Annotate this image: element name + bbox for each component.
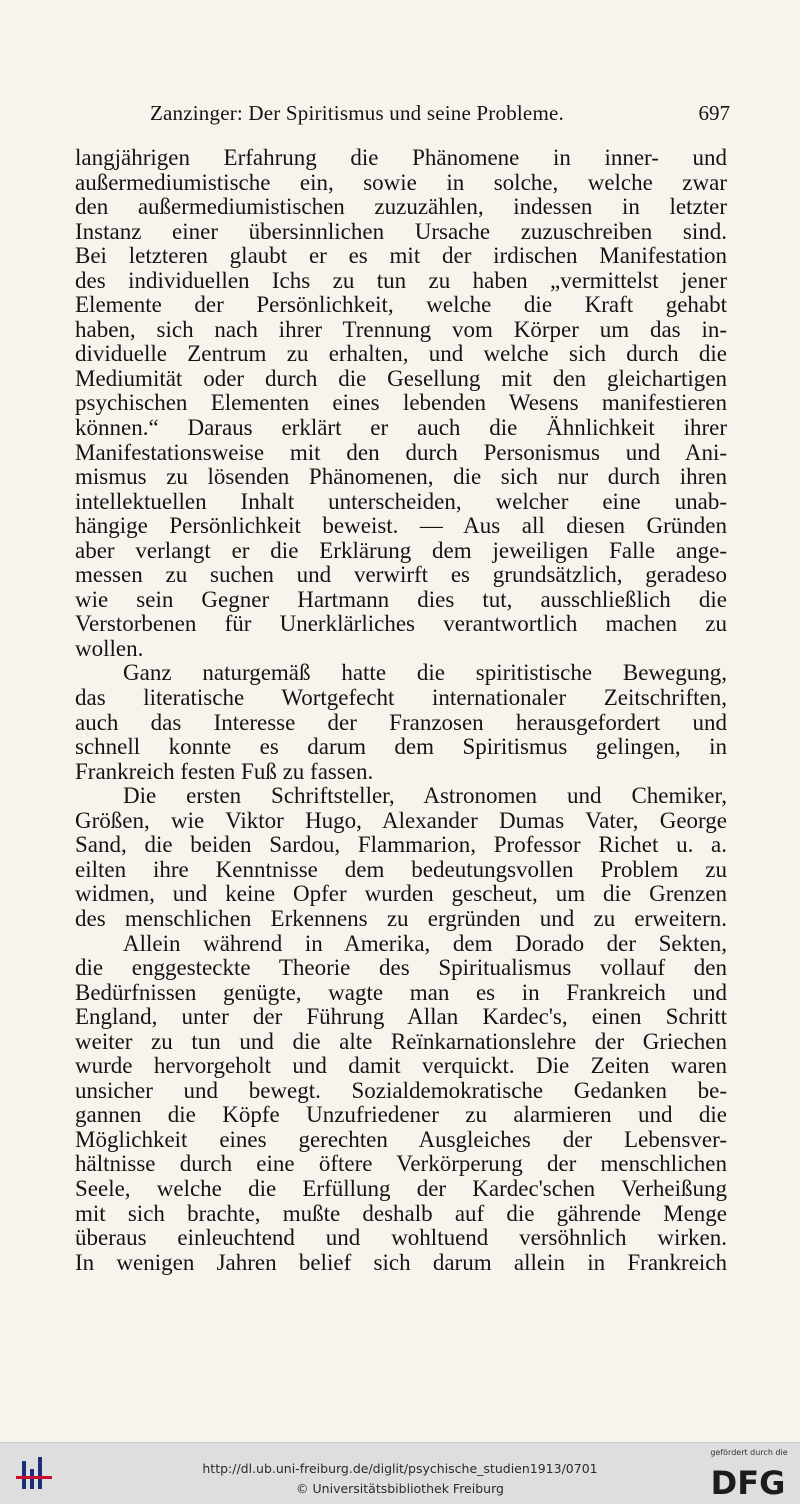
- text-line: unsicher und bewegt. Sozialdemokratische Gedanken be-: [75, 1077, 727, 1103]
- text-line: hältnisse durch eine öftere Verkörperung der menschlichen: [75, 1151, 727, 1177]
- text-line: Seele, welche die Erfüllung der Kardec'schen Verheißung: [75, 1175, 727, 1201]
- text-line: Bedürfnissen genügte, wagte man es in Frankreich und: [75, 979, 727, 1005]
- text-line: mismus zu lösenden Phänomenen, die sich nur durch ihren: [75, 464, 727, 490]
- dfg-logo: [706, 1460, 790, 1502]
- text-line: das literatische Wortgefecht internationaler Zeitschriften,: [75, 685, 727, 711]
- running-head: [150, 101, 730, 131]
- copyright-text: © Universitätsbibliothek Freiburg: [296, 1481, 504, 1496]
- text-line: den außermediumistischen zuzuzählen, indessen in letzter: [75, 194, 727, 220]
- text-line: Verstorbenen für Unerklärliches verantwortlich machen zu: [75, 611, 727, 637]
- text-line: auch das Interesse der Franzosen herausgefordert und: [75, 709, 727, 735]
- text-line: des individuellen Ichs zu tun zu haben „vermittelst jener: [75, 267, 727, 293]
- text-line: Frankreich festen Fuß zu fassen.: [75, 758, 374, 784]
- text-line: Manifestationsweise mit den durch Personismus und Ani-: [75, 439, 727, 465]
- text-line: dividuelle Zentrum zu erhalten, und welche sich durch die: [75, 341, 727, 367]
- text-line: wurde hervorgeholt und damit verquickt. Die Zeiten waren: [75, 1053, 727, 1079]
- text-line: außermediumistische ein, sowie in solche, welche zwar: [75, 169, 727, 195]
- text-line: Instanz einer übersinnlichen Ursache zuzuschreiben sind.: [75, 218, 727, 244]
- text-line: mit sich brachte, mußte deshalb auf die gährende Menge: [75, 1200, 727, 1226]
- text-line: können.“ Daraus erklärt er auch die Ähnlichkeit ihrer: [75, 415, 727, 441]
- body-text: [75, 146, 727, 1275]
- dfg-logo-text: DFG: [710, 1464, 786, 1502]
- text-line: haben, sich nach ihrer Trennung vom Körper um das in-: [75, 316, 727, 342]
- text-line: wie sein Gegner Hartmann dies tut, ausschließlich die: [75, 586, 727, 612]
- text-line: schnell konnte es darum dem Spiritismus gelingen, in: [75, 734, 727, 760]
- text-line: widmen, und keine Opfer wurden gescheut, um die Grenzen: [75, 881, 727, 907]
- text-line: eilten ihre Kenntnisse dem bedeutungsvollen Problem zu: [75, 856, 727, 882]
- text-line: Die ersten Schriftsteller, Astronomen und Chemiker,: [123, 783, 727, 809]
- text-line: aber verlangt er die Erklärung dem jeweiligen Falle ange-: [75, 537, 727, 563]
- text-line: langjährigen Erfahrung die Phänomene in inner- und: [75, 145, 727, 170]
- page-number: 697: [698, 101, 730, 125]
- text-line: England, unter der Führung Allan Kardec's, einen Schritt: [75, 1004, 727, 1030]
- running-title: Zanzinger: Der Spiritismus und seine Probleme.: [150, 101, 564, 125]
- text-line: die enggesteckte Theorie des Spiritualismus vollauf den: [75, 955, 727, 981]
- text-line: Möglichkeit eines gerechten Ausgleiches der Lebensver-: [75, 1126, 727, 1152]
- text-line: Allein während in Amerika, dem Dorado der Sekten,: [123, 930, 727, 956]
- text-line: des menschlichen Erkennens zu ergründen und zu erweitern.: [75, 905, 727, 931]
- text-line: Ganz naturgemäß hatte die spiritistische Bewegung,: [123, 660, 727, 686]
- text-line: messen zu suchen und verwirft es grundsätzlich, geradeso: [75, 562, 727, 588]
- text-line: hängige Persönlichkeit beweist. — Aus all diesen Gründen: [75, 513, 727, 539]
- text-line: Elemente der Persönlichkeit, welche die Kraft gehabt: [75, 292, 727, 318]
- text-line: überaus einleuchtend und wohltuend versöhnlich wirken.: [75, 1225, 727, 1251]
- funded-by-text: gefördert durch die: [710, 1448, 788, 1457]
- text-line: Sand, die beiden Sardou, Flammarion, Professor Richet u. a.: [75, 832, 727, 858]
- text-line: Größen, wie Viktor Hugo, Alexander Dumas Vater, George: [75, 807, 727, 833]
- text-line: intellektuellen Inhalt unterscheiden, welcher eine unab-: [75, 488, 727, 514]
- text-line: Mediumität oder durch die Gesellung mit den gleichartigen: [75, 365, 727, 391]
- text-line: psychischen Elementen eines lebenden Wesens manifestieren: [75, 390, 727, 416]
- text-line: Bei letzteren glaubt er es mit der irdischen Manifestation: [75, 243, 727, 269]
- funder-badge: [706, 1448, 792, 1502]
- text-line: wollen.: [75, 635, 144, 661]
- text-line: gannen die Köpfe Unzufriedener zu alarmieren und die: [75, 1102, 727, 1128]
- viewer-footer: [0, 1442, 800, 1504]
- document-url-link[interactable]: http://dl.ub.uni-freiburg.de/diglit/psychische_studien1913/0701: [202, 1461, 598, 1476]
- text-line: weiter zu tun und die alte Reïnkarnationslehre der Griechen: [75, 1028, 727, 1054]
- text-line: In wenigen Jahren belief sich darum allein in Frankreich: [75, 1249, 727, 1275]
